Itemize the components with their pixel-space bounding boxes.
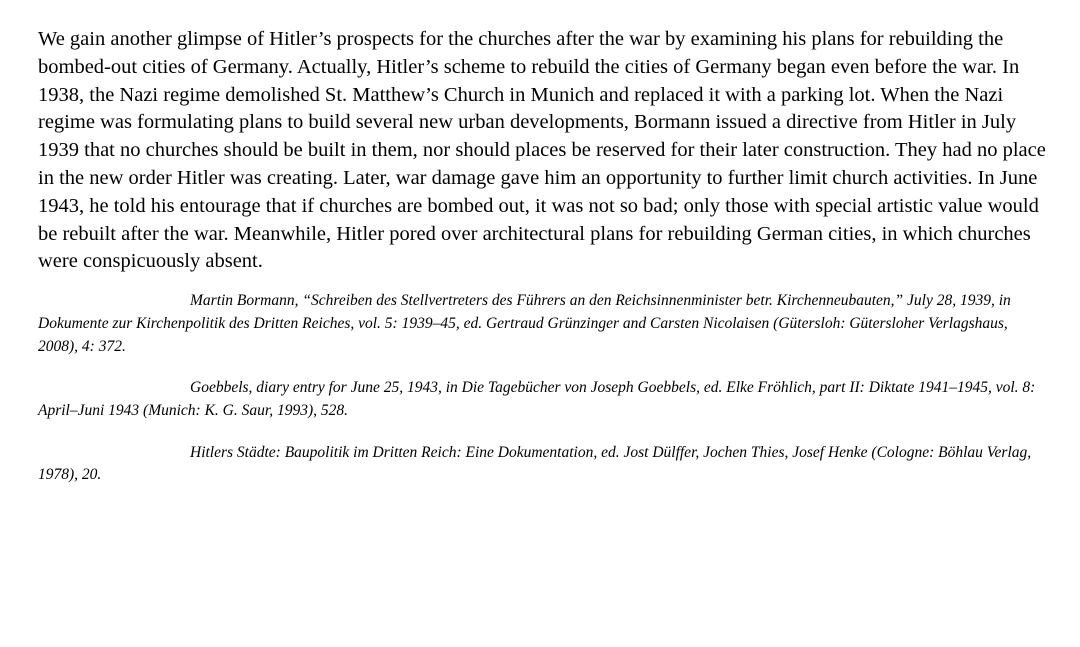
body-paragraph: We gain another glimpse of Hitler’s prospects for the churches after the war by examining his plans for rebuilding the bombed-out cities of Germany. Actually, Hitler’s scheme to rebuild the cities of Germany began even before the war. In 1938, the Nazi regime demolished St. Matthew’s Church in Munich and replaced it with a parking lot. When the Nazi regime was formulating plans to build several new urban developments, Bormann issued a directive from Hitler in July 1939 that no churches should be built in them, nor should places be reserved for their later construction. They had no place in the new order Hitler was creating. Later, war damage gave him an opportunity to further limit church activities. In June 1943, he told his entourage that if churches are bombed out, it was not so bad; only those with special artistic value would be rebuilt after the war. Meanwhile, Hitler pored over architectural plans for rebuilding German cities, in which churches were conspicuously absent. bbox=[38, 28, 1046, 273]
footnote-bormann: Martin Bormann, “Schreiben des Stellvertreters des Führers an den Reichsinnenminister betr. Kirchenneubauten,” July 28, 1939, in Dokumente zur Kirchenpolitik des Dritten Reiches, vol. 5: 1939–45, ed. Gertraud Grünzinger and Carsten Nicolaisen (Gütersloh: Gütersloher Verlagshaus, 2008), 4: 372. bbox=[38, 292, 1011, 355]
footnote-goebbels: Goebbels, diary entry for June 25, 1943, in Die Tagebücher von Joseph Goebbels, ed. Elke Fröhlich, part II: Diktate 1941–1945, vol. 8: April–Juni 1943 (Munich: K. G. Saur, 1993), 528. bbox=[38, 379, 1036, 419]
footnote-hitlers-staedte: Hitlers Städte: Baupolitik im Dritten Reich: Eine Dokumentation, ed. Jost Dülffer, Jochen Thies, Josef Henke (Cologne: Böhlau Verlag, 1978), 20. bbox=[38, 443, 1032, 484]
document-page bbox=[38, 0, 1048, 487]
